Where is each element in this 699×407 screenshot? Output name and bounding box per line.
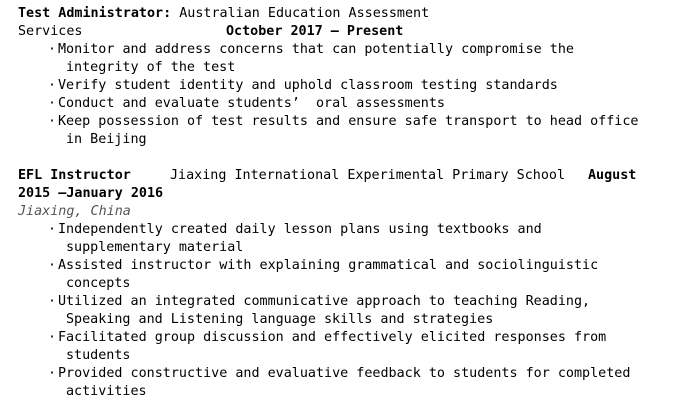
job1-dates: October 2017 – Present	[226, 24, 404, 39]
bullet-text: Verify student identity and uphold classroom testing standards	[58, 78, 558, 93]
resume-experience-section	[18, 5, 693, 401]
list-item	[18, 113, 693, 149]
bullet-text: Conduct and evaluate students’ oral assessments	[58, 96, 445, 111]
list-item	[18, 365, 693, 401]
bullet-text: Independently created daily lesson plans using textbooks and supplementary material	[58, 222, 542, 255]
bullet-icon: ·	[48, 78, 57, 93]
bullet-icon: ·	[48, 96, 57, 111]
job2-title: EFL Instructor	[18, 168, 131, 183]
list-item	[18, 257, 693, 293]
list-item	[18, 77, 693, 95]
bullet-text: Keep possession of test results and ensure safe transport to head office in Beijing	[58, 114, 639, 147]
job2-date-line2: 2015 –January 2016	[18, 186, 164, 201]
bullet-icon: ·	[48, 294, 57, 309]
list-item	[18, 221, 693, 257]
list-item	[18, 95, 693, 113]
bullet-icon: ·	[48, 330, 57, 345]
bullet-icon: ·	[48, 258, 57, 273]
bullet-text: Utilized an integrated communicative approach to teaching Reading, Speaking and Listening language skills and strategies	[58, 294, 591, 327]
bullet-icon: ·	[48, 222, 57, 237]
job2-location: Jiaxing, China	[18, 204, 131, 219]
bullet-text: Facilitated group discussion and effectively elicited responses from students	[58, 330, 607, 363]
job1-employer-line1: Australian Education Assessment	[171, 6, 430, 21]
bullet-icon: ·	[48, 114, 57, 129]
job1-header-line2	[18, 23, 693, 41]
list-item	[18, 329, 693, 365]
list-item	[18, 293, 693, 329]
job2-employer: Jiaxing International Experimental Primary School	[170, 168, 566, 183]
list-item	[18, 41, 693, 77]
bullet-icon: ·	[48, 42, 57, 57]
job2-bullet-list	[18, 221, 693, 401]
job2-date-start: August	[588, 168, 637, 183]
job1-title: Test Administrator:	[18, 6, 172, 21]
section-spacer	[18, 149, 693, 167]
bullet-text: Assisted instructor with explaining grammatical and sociolinguistic concepts	[58, 258, 599, 291]
job2-header-line1	[18, 167, 693, 185]
bullet-text: Provided constructive and evaluative feedback to students for completed activities	[58, 366, 631, 399]
bullet-text: Monitor and address concerns that can potentially compromise the integrity of the test	[58, 42, 574, 75]
job-entry-test-administrator	[18, 5, 693, 149]
job1-bullet-list	[18, 41, 693, 149]
job-entry-efl-instructor	[18, 167, 693, 401]
job1-header-line1	[18, 5, 693, 23]
bullet-icon: ·	[48, 366, 57, 381]
job1-employer-line2: Services	[18, 24, 83, 39]
